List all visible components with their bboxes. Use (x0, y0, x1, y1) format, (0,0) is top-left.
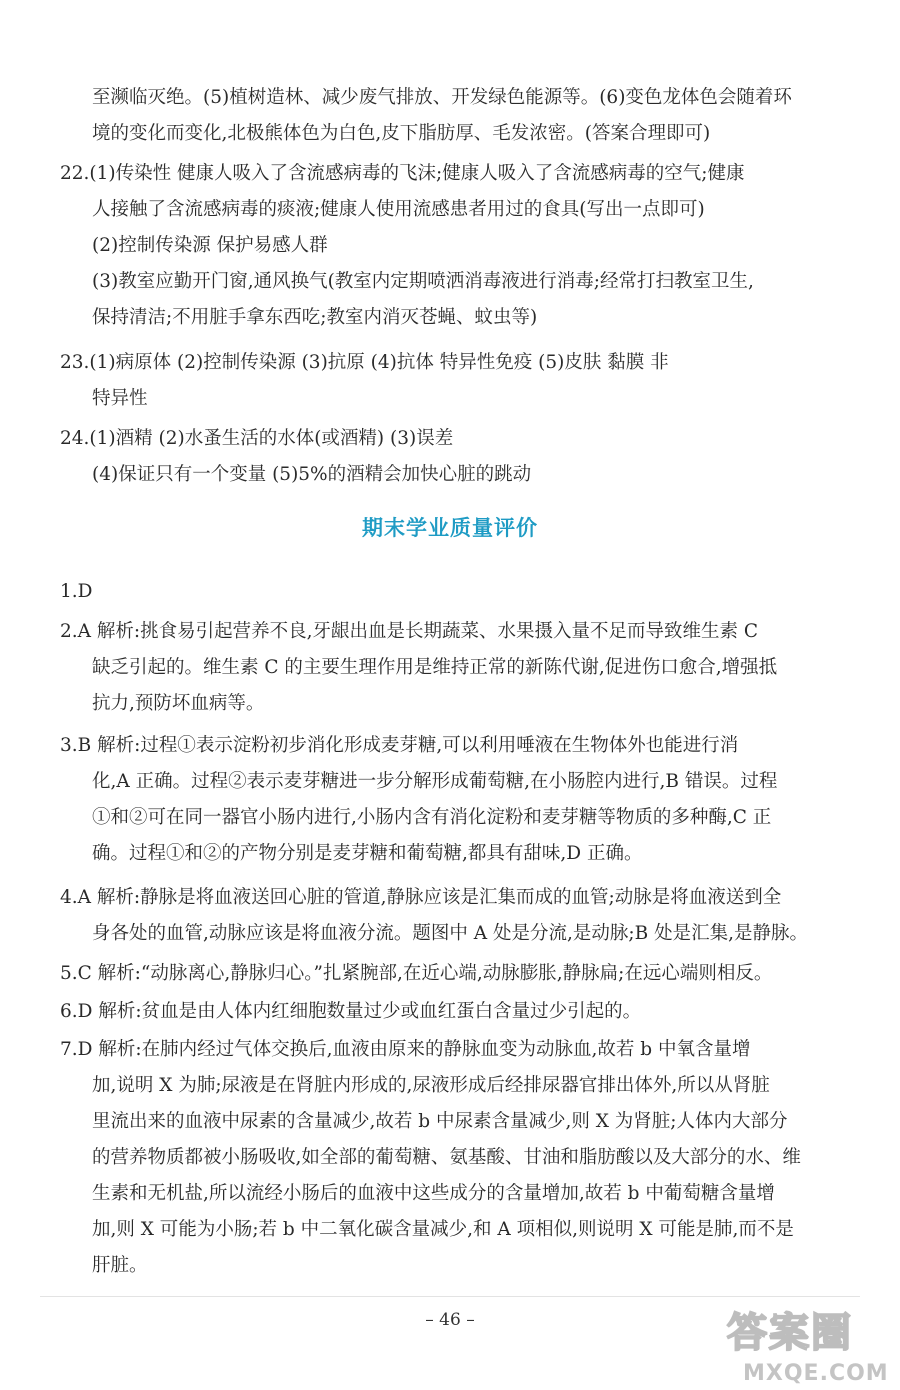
text-line: 至濒临灭绝。(5)植树造林、减少废气排放、开发绿色能源等。(6)变色龙体色会随着环 (92, 87, 792, 108)
text-line: 6.D 解析:贫血是由人体内红细胞数量过少或血红蛋白含量过少引起的。 (60, 1001, 642, 1022)
text-line: 5.C 解析:“动脉离心,静脉归心。”扎紧腕部,在近心端,动脉膨胀,静脉扁;在远心端则相反。 (60, 963, 773, 984)
answer-4 (60, 880, 860, 952)
svg-text:答案圈: 答案圈 (727, 1310, 853, 1356)
text-line: (2)控制传染源 保护易感人群 (92, 235, 328, 256)
text-line: 7.D 解析:在肺内经过气体交换后,血液由原来的静脉血变为动脉血,故若 b 中氧含量增 (60, 1039, 751, 1060)
answer-1 (60, 574, 860, 610)
svg-text:MXQE.COM: MXQE.COM (743, 1361, 889, 1386)
footer-divider (40, 1296, 860, 1297)
text-line: 22.(1)传染性 健康人吸入了含流感病毒的飞沫;健康人吸入了含流感病毒的空气;健康 (60, 163, 745, 184)
text-line: 生素和无机盐,所以流经小肠后的血液中这些成分的含量增加,故若 b 中葡萄糖含量增 (92, 1183, 775, 1204)
text-line: 身各处的血管,动脉应该是将血液分流。题图中 A 处是分流,是动脉;B 处是汇集,是静脉。 (92, 923, 808, 944)
section-title: 期末学业质量评价 (362, 516, 538, 540)
text-line: 化,A 正确。过程②表示麦芽糖进一步分解形成葡萄糖,在小肠腔内进行,B 错误。过程 (92, 771, 778, 792)
answer-7 (60, 1032, 860, 1284)
text-line: 里流出来的血液中尿素的含量减少,故若 b 中尿素含量减少,则 X 为肾脏;人体内大部分 (92, 1111, 788, 1132)
continuation-paragraph (60, 80, 860, 152)
answer-3 (60, 728, 860, 872)
text-line: 特异性 (92, 388, 148, 409)
text-line: 的营养物质都被小肠吸收,如全部的葡萄糖、氨基酸、甘油和脂肪酸以及大部分的水、维 (92, 1147, 801, 1168)
text-line: 境的变化而变化,北极熊体色为白色,皮下脂肪厚、毛发浓密。(答案合理即可) (92, 123, 711, 144)
text-line: 4.A 解析:静脉是将血液送回心脏的管道,静脉应该是汇集而成的血管;动脉是将血液送到全 (60, 887, 782, 908)
page-number: – 46 – (425, 1310, 475, 1330)
answer-5 (60, 956, 860, 992)
text-line: (3)教室应勤开门窗,通风换气(教室内定期喷洒消毒液进行消毒;经常打扫教室卫生, (92, 271, 754, 292)
text-line: 24.(1)酒精 (2)水蚤生活的水体(或酒精) (3)误差 (60, 428, 454, 449)
answer-24 (60, 421, 860, 493)
text-line: ①和②可在同一器官小肠内进行,小肠内含有消化淀粉和麦芽糖等物质的多种酶,C 正 (92, 807, 772, 828)
text-line: (4)保证只有一个变量 (5)5%的酒精会加快心脏的跳动 (92, 464, 532, 485)
answer-23 (60, 345, 860, 417)
text-line: 确。过程①和②的产物分别是麦芽糖和葡萄糖,都具有甜味,D 正确。 (92, 843, 643, 864)
text-line: 人接触了含流感病毒的痰液;健康人使用流感患者用过的食具(写出一点即可) (92, 199, 705, 220)
text-line: 加,说明 X 为肺;尿液是在肾脏内形成的,尿液形成后经排尿器官排出体外,所以从肾脏 (92, 1075, 770, 1096)
text-line: 抗力,预防坏血病等。 (92, 693, 265, 714)
text-line: 缺乏引起的。维生素 C 的主要生理作用是维持正常的新陈代谢,促进伤口愈合,增强抵 (92, 657, 778, 678)
text-line: 23.(1)病原体 (2)控制传染源 (3)抗原 (4)抗体 特异性免疫 (5)皮肤 黏膜 非 (60, 352, 669, 373)
answer-6 (60, 994, 860, 1030)
text-line: 加,则 X 可能为小肠;若 b 中二氧化碳含量减少,和 A 项相似,则说明 X 可能是肺,而不是 (92, 1219, 794, 1240)
text-line: 肝脏。 (92, 1255, 148, 1276)
text-line: 1.D (60, 581, 93, 602)
text-line: 2.A 解析:挑食易引起营养不良,牙龈出血是长期蔬菜、水果摄入量不足而导致维生素 C (60, 621, 759, 642)
answer-22 (60, 156, 860, 336)
watermark-logo-icon (715, 1300, 895, 1386)
text-line: 保持清洁;不用脏手拿东西吃;教室内消灭苍蝇、蚊虫等) (92, 307, 538, 328)
answer-2 (60, 614, 860, 722)
text-line: 3.B 解析:过程①表示淀粉初步消化形成麦芽糖,可以利用唾液在生物体外也能进行消 (60, 735, 739, 756)
